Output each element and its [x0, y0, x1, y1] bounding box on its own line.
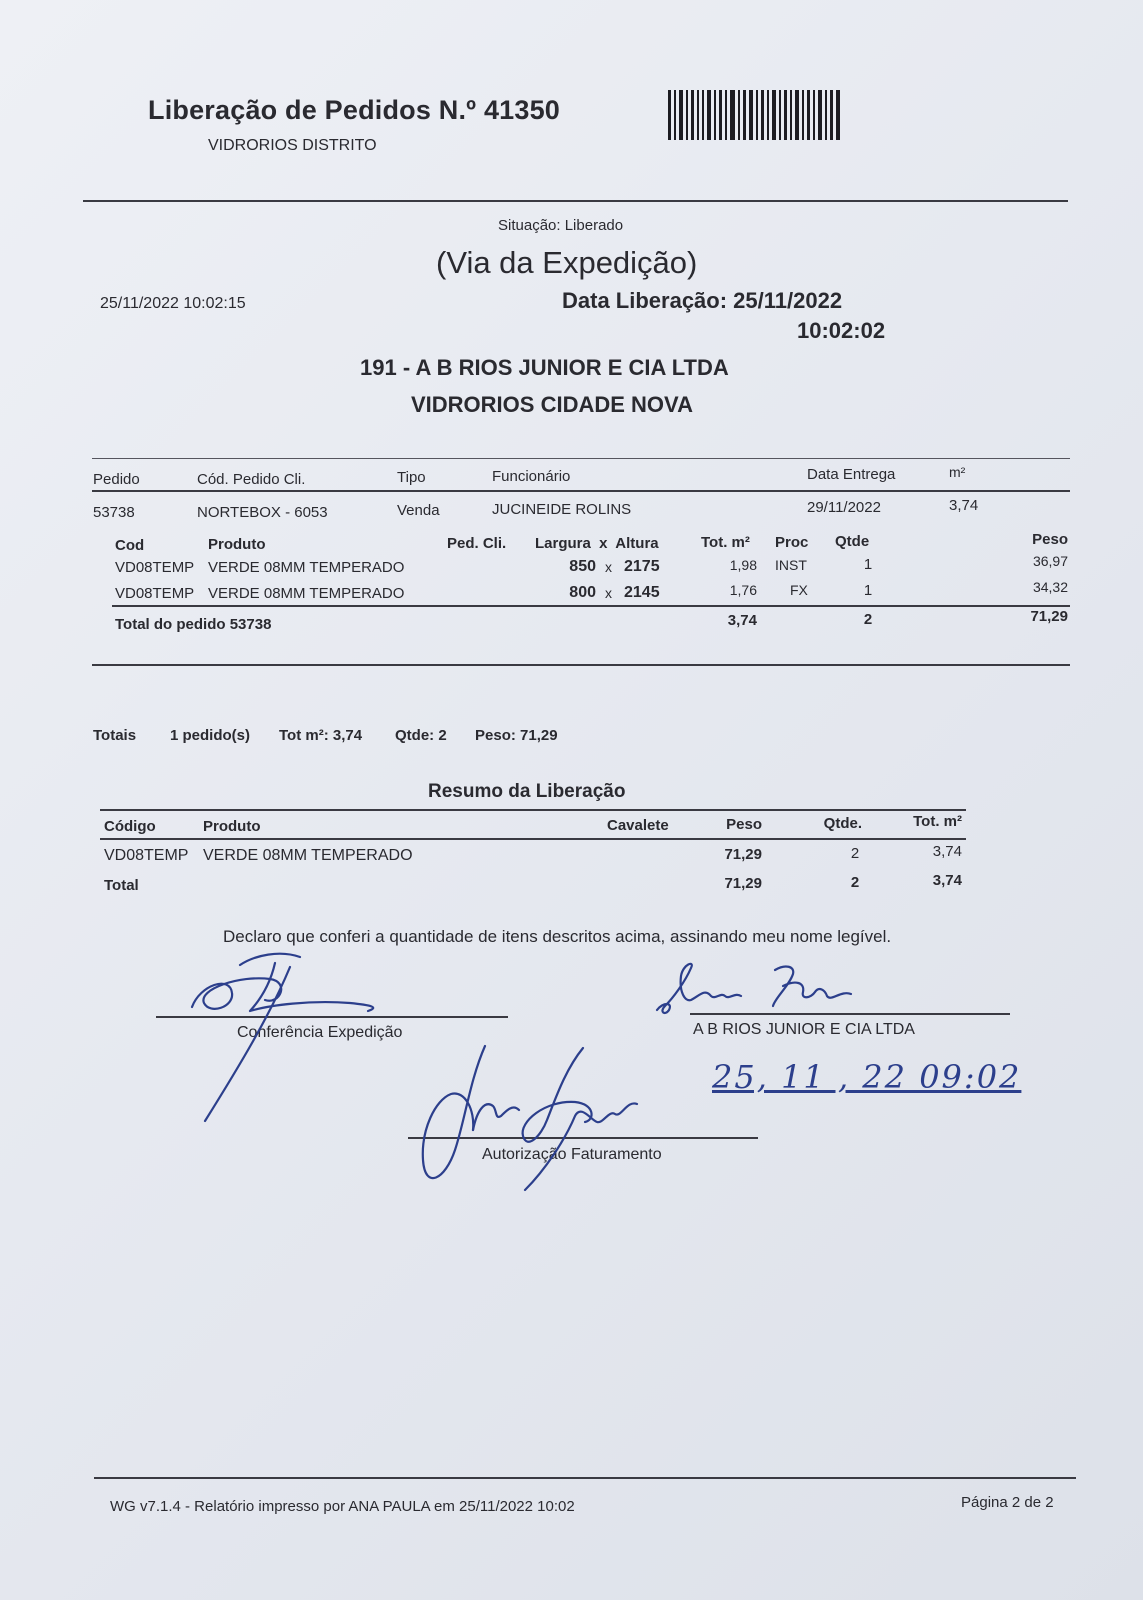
- items-total-line: [112, 605, 1070, 607]
- items-col-ped-cli: Ped. Cli.: [447, 535, 507, 552]
- order-top-line: [92, 458, 1070, 459]
- conferencia-signature-icon: [180, 945, 440, 1135]
- order-bottom-line: [92, 664, 1070, 666]
- cliente-signature-icon: [655, 962, 885, 1022]
- item-2-produto: VERDE 08MM TEMPERADO: [208, 585, 405, 602]
- item-1-qtde: 1: [863, 556, 873, 573]
- totais-tot-m2: Tot m²: 3,74: [279, 727, 363, 744]
- footer-printed-by: WG v7.1.4 - Relatório impresso por ANA PAULA em 25/11/2022 10:02: [110, 1498, 575, 1515]
- item-1-peso: 36,97: [1032, 553, 1068, 569]
- resumo-header-line: [100, 838, 966, 840]
- order-tipo: Venda: [397, 502, 440, 519]
- items-total-tot-m2: 3,74: [727, 612, 757, 629]
- data-liberacao-time: 10:02:02: [797, 318, 886, 343]
- company-name: VIDRORIOS DISTRITO: [208, 137, 377, 154]
- items-total-peso: 71,29: [1030, 608, 1068, 625]
- client-name: 191 - A B RIOS JUNIOR E CIA LTDA: [360, 355, 729, 380]
- resumo-col-qtde: Qtde.: [823, 815, 862, 832]
- item-1-tot-m2: 1,98: [729, 557, 757, 573]
- resumo-col-cavalete: Cavalete: [607, 817, 669, 834]
- items-col-proc: Proc: [775, 534, 809, 551]
- order-data-entrega: 29/11/2022: [807, 499, 881, 516]
- totais-pedidos: 1 pedido(s): [170, 727, 251, 744]
- resumo-row-qtde: 2: [850, 845, 860, 862]
- item-2-qtde: 1: [863, 582, 873, 599]
- cliente-label: A B RIOS JUNIOR E CIA LTDA: [693, 1021, 915, 1038]
- resumo-col-codigo: Código: [104, 818, 156, 835]
- item-1-proc: INST: [775, 557, 807, 573]
- col-pedido: Pedido: [93, 471, 140, 488]
- client-store: VIDRORIOS CIDADE NOVA: [411, 392, 693, 417]
- resumo-total-peso: 71,29: [724, 875, 762, 892]
- items-total-qtde: 2: [863, 611, 873, 628]
- col-m2: m²: [949, 464, 966, 480]
- declaration-text: Declaro que conferi a quantidade de itens descritos acima, assinando meu nome legível.: [223, 927, 892, 946]
- totais-qtde: Qtde: 2: [395, 727, 447, 744]
- col-tipo: Tipo: [397, 469, 426, 486]
- item-1-x: x: [605, 559, 612, 575]
- item-1-cod: VD08TEMP: [115, 559, 195, 576]
- item-2-proc: FX: [790, 582, 808, 598]
- resumo-row-tot-m2: 3,74: [932, 843, 962, 860]
- item-1-altura: 2175: [624, 558, 660, 575]
- col-funcionario: Funcionário: [492, 468, 571, 485]
- item-1-produto: VERDE 08MM TEMPERADO: [208, 559, 405, 576]
- item-1-largura: 850: [569, 558, 596, 575]
- items-col-produto: Produto: [208, 536, 266, 553]
- item-2-largura: 800: [569, 584, 596, 601]
- handwritten-date: 25, 11 , 22 09:02: [712, 1058, 1022, 1096]
- resumo-col-peso: Peso: [726, 816, 762, 833]
- resumo-total-tot-m2: 3,74: [932, 872, 962, 889]
- item-2-cod: VD08TEMP: [115, 585, 195, 602]
- totais-peso: Peso: 71,29: [475, 727, 558, 744]
- items-total-label: Total do pedido 53738: [115, 616, 272, 633]
- print-datetime: 25/11/2022 10:02:15: [100, 295, 246, 312]
- order-header-line: [92, 490, 1070, 492]
- resumo-row-produto: VERDE 08MM TEMPERADO: [203, 847, 413, 864]
- item-2-x: x: [605, 585, 612, 601]
- order-pedido: 53738: [93, 504, 135, 521]
- situacao-label: Situação: Liberado: [498, 217, 624, 234]
- order-m2: 3,74: [949, 497, 979, 514]
- order-cod-pedido-cli: NORTEBOX - 6053: [197, 504, 328, 521]
- item-2-altura: 2145: [624, 584, 660, 601]
- autorizacao-label: Autorização Faturamento: [482, 1146, 662, 1163]
- resumo-col-produto: Produto: [203, 818, 261, 835]
- items-col-tot-m2: Tot. m²: [701, 534, 750, 551]
- items-col-qtde: Qtde: [835, 533, 870, 550]
- resumo-row-peso: 71,29: [724, 846, 762, 863]
- document-title: Liberação de Pedidos N.º 41350: [148, 95, 561, 125]
- resumo-col-tot-m2: Tot. m²: [913, 813, 962, 830]
- footer-line: [94, 1477, 1076, 1479]
- items-col-largura-altura: Largura x Altura: [535, 535, 659, 552]
- footer-page: Página 2 de 2: [961, 1494, 1054, 1511]
- data-liberacao: Data Liberação: 25/11/2022: [562, 288, 843, 313]
- resumo-total-qtde: 2: [850, 874, 860, 891]
- col-cod-pedido-cli: Cód. Pedido Cli.: [197, 471, 306, 488]
- item-2-tot-m2: 1,76: [729, 582, 757, 598]
- header-divider: [83, 200, 1068, 202]
- resumo-title: Resumo da Liberação: [428, 781, 626, 802]
- resumo-top-line: [100, 809, 966, 811]
- items-col-peso: Peso: [1032, 531, 1068, 548]
- resumo-row-codigo: VD08TEMP: [104, 847, 189, 864]
- order-funcionario: JUCINEIDE ROLINS: [492, 501, 632, 518]
- totais-label: Totais: [93, 727, 137, 744]
- conferencia-label: Conferência Expedição: [237, 1024, 403, 1041]
- resumo-total-label: Total: [104, 877, 139, 894]
- via-label: (Via da Expedição): [436, 245, 698, 280]
- items-col-cod: Cod: [115, 537, 145, 554]
- autorizacao-signature-icon: [415, 1040, 655, 1200]
- barcode-icon: [668, 90, 842, 140]
- col-data-entrega: Data Entrega: [807, 466, 896, 483]
- item-2-peso: 34,32: [1032, 579, 1068, 595]
